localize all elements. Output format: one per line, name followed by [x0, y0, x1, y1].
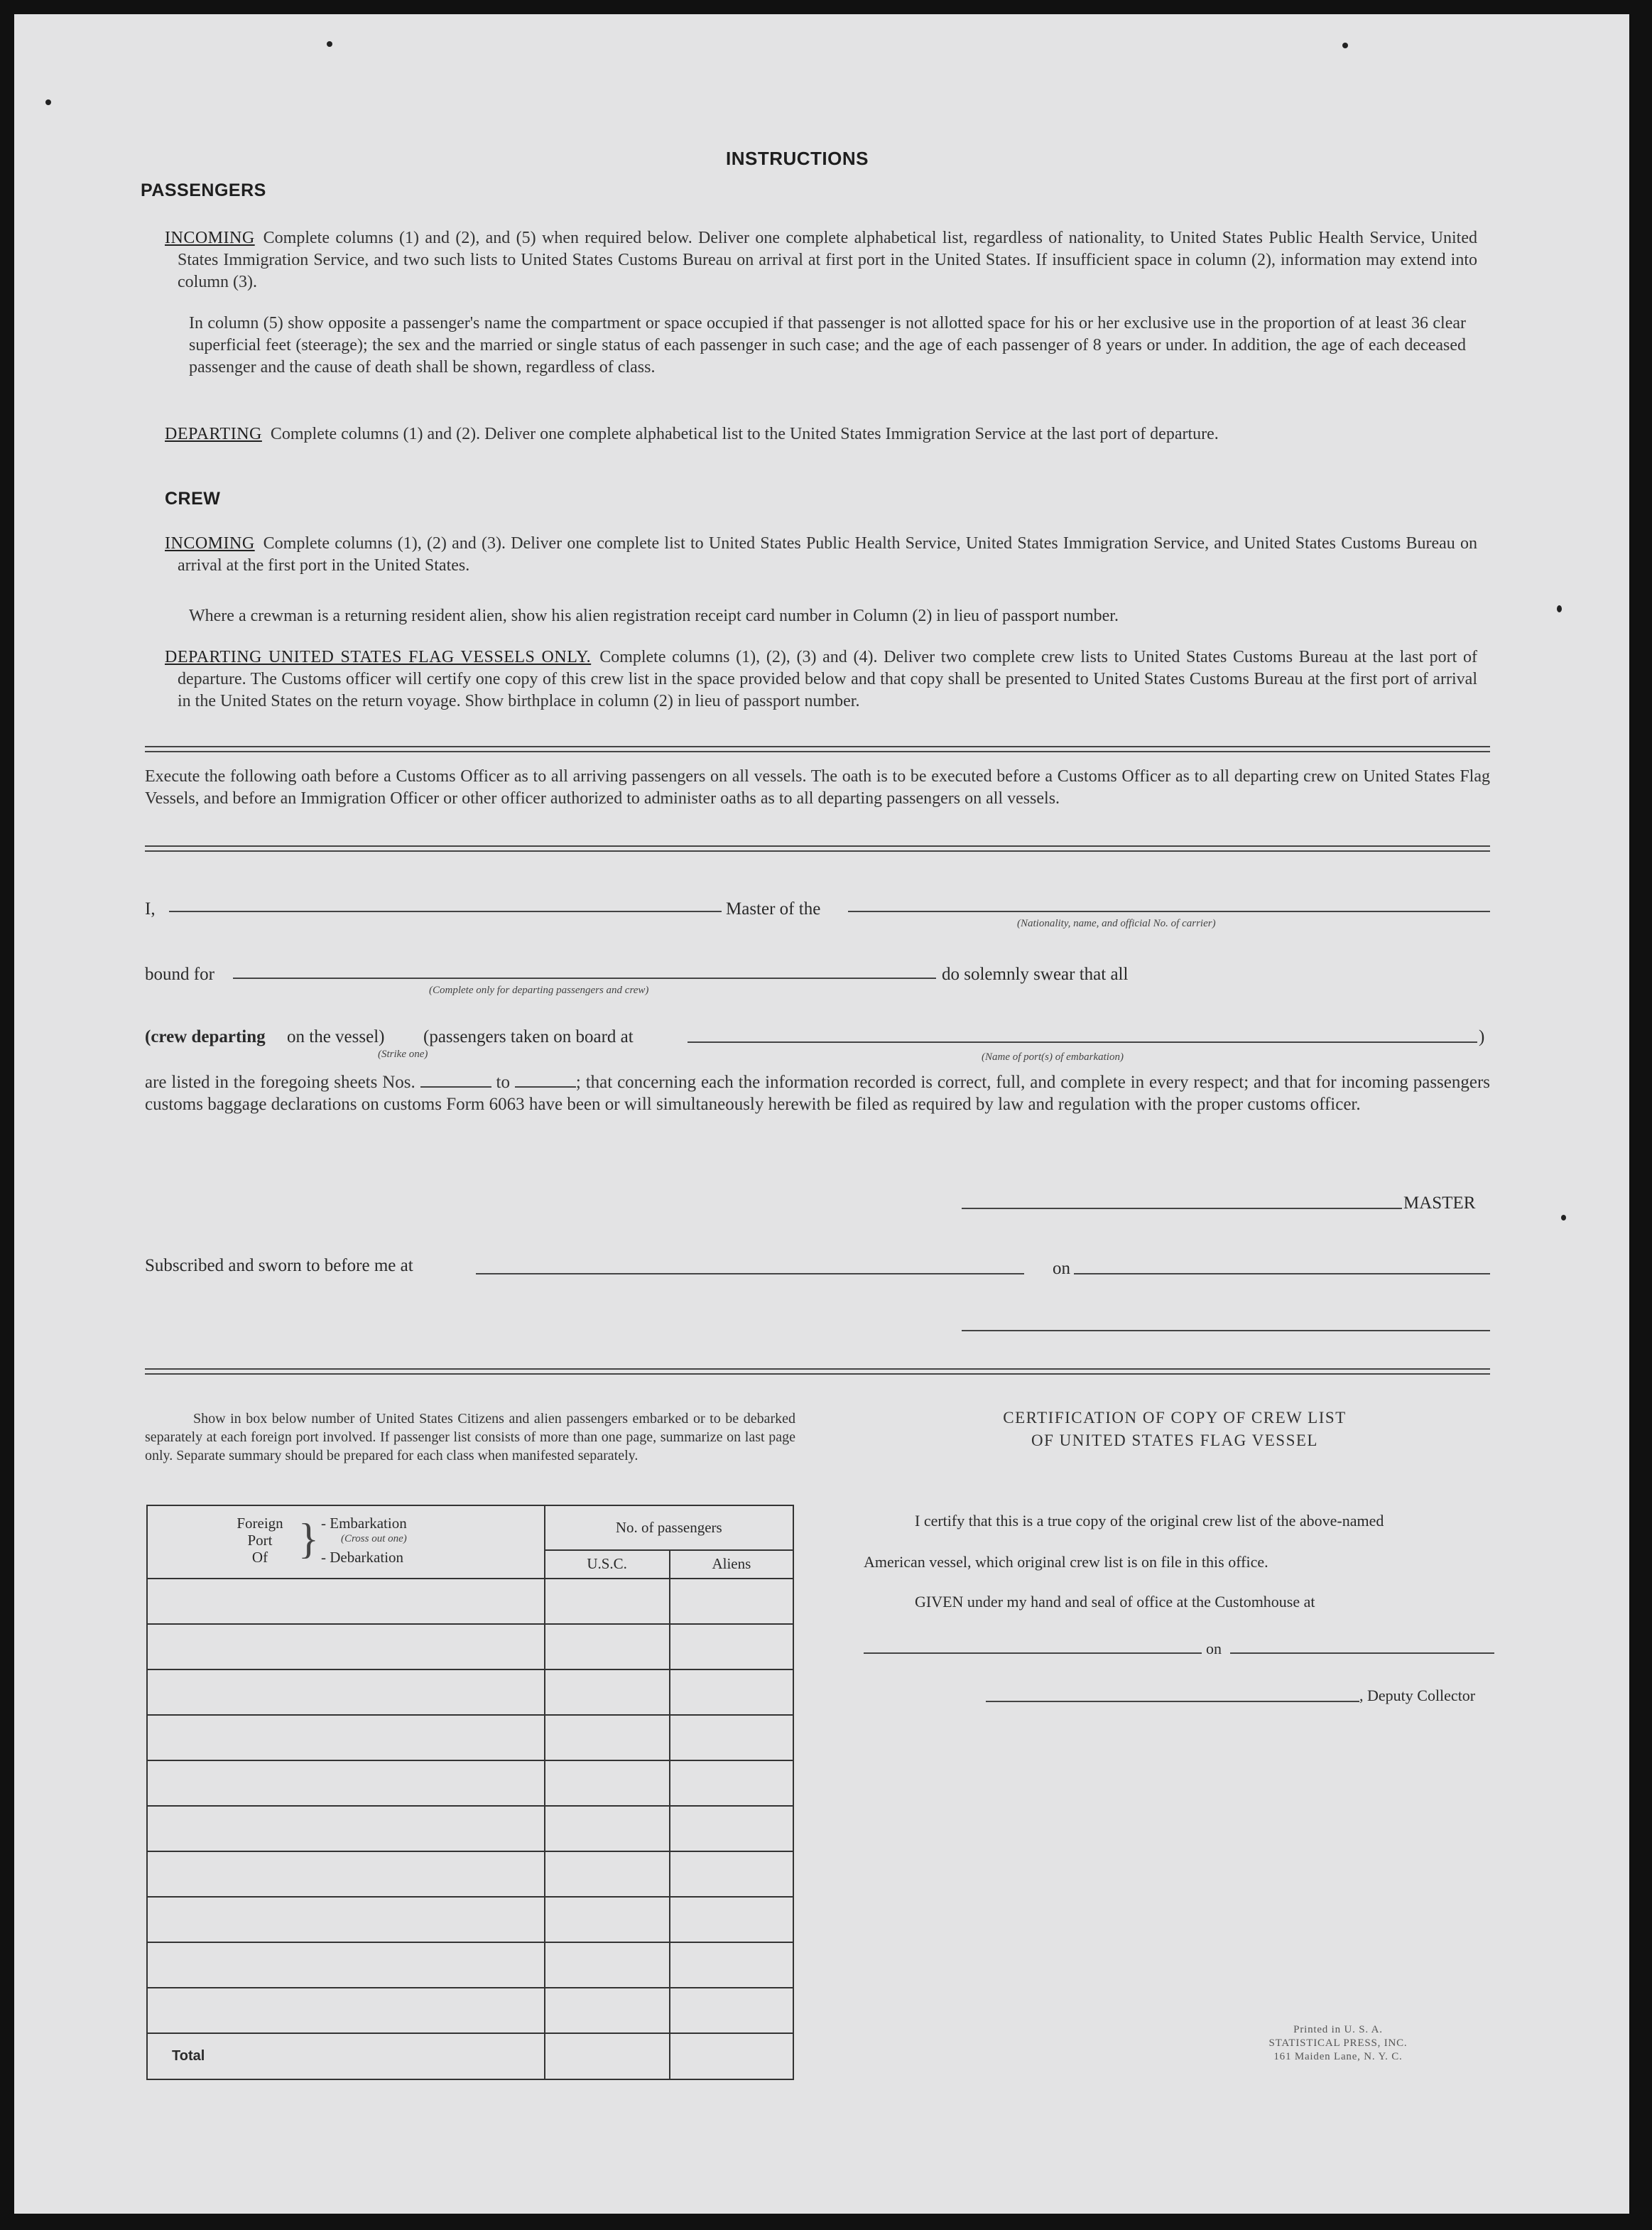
aliens-total-cell[interactable]	[670, 2033, 793, 2079]
table-row	[147, 1579, 793, 1624]
divider	[145, 845, 1490, 852]
usc-cell[interactable]	[545, 1579, 670, 1624]
on-label: on	[1053, 1259, 1070, 1278]
port-cell[interactable]	[147, 1624, 545, 1669]
table-row	[147, 1806, 793, 1851]
summary-instructions: Show in box below number of United States Citizens and alien passengers embarked or to be debarked separately at each foreign port involved. If passenger list consists of more than one page, summarize on last page only. Separate summary should be prepared for each class when manifested separately.	[145, 1411, 795, 1463]
port-cell[interactable]	[147, 1897, 545, 1942]
port-cell[interactable]	[147, 1715, 545, 1760]
crew-incoming-text: Complete columns (1), (2) and (3). Deliver one complete list to United States Public Health Service, United States Immigration Service, and United States Customs Bureau on arrival at the first port in the United States.	[178, 534, 1477, 575]
divider	[145, 746, 1490, 752]
aliens-cell[interactable]	[670, 1942, 793, 1988]
cert-date-field[interactable]	[1230, 1652, 1494, 1654]
certification-title	[905, 1407, 1445, 1452]
port-cell[interactable]	[147, 1760, 545, 1806]
aliens-header: Aliens	[670, 1550, 793, 1579]
passenger-summary-table	[146, 1505, 794, 2080]
brace-icon: }	[298, 1515, 319, 1562]
port-cell[interactable]	[147, 1851, 545, 1897]
crew-departing-paragraph	[165, 646, 1477, 713]
aliens-cell[interactable]	[670, 1579, 793, 1624]
port-cell[interactable]	[147, 1988, 545, 2033]
oath-intro: Execute the following oath before a Customs Officer as to all arriving passengers on all vessels. The oath is to be executed before a Customs Officer as to all departing crew on United States Flag Vessels, and before an Immigration Officer or other officer authorized to administer oaths as to all departing passengers on all vessels.	[145, 767, 1490, 808]
table-row	[147, 1760, 793, 1806]
certification-title-line2: OF UNITED STATES FLAG VESSEL	[1031, 1431, 1318, 1449]
crew-incoming-paragraph	[165, 533, 1477, 577]
port-caption: (Name of port(s) of embarkation)	[982, 1051, 1124, 1063]
certify-line2: American vessel, which original crew list is on file in this office.	[864, 1553, 1268, 1571]
sworn-date-field[interactable]	[1074, 1273, 1490, 1274]
foreign-port-of-label	[226, 1515, 294, 1566]
usc-cell[interactable]	[545, 1988, 670, 2033]
table-row	[147, 1942, 793, 1988]
sworn-place-field[interactable]	[476, 1273, 1024, 1274]
usc-cell[interactable]	[545, 1760, 670, 1806]
passengers-departing-text: Complete columns (1) and (2). Deliver one complete alphabetical list to the United States Immigration Service at the last port of departure.	[270, 425, 1219, 443]
carrier-caption: (Nationality, name, and official No. of carrier)	[1017, 918, 1216, 929]
table-row	[147, 1624, 793, 1669]
aliens-cell[interactable]	[670, 1624, 793, 1669]
passengers-departing-paragraph	[165, 423, 1477, 445]
certification-title-line1: CERTIFICATION OF COPY OF CREW LIST	[1003, 1409, 1347, 1427]
passengers-incoming-paragraph	[165, 227, 1477, 293]
usc-cell[interactable]	[545, 1669, 670, 1715]
usc-cell[interactable]	[545, 1942, 670, 1988]
table-row	[147, 1988, 793, 2033]
incoming-label: INCOMING	[165, 229, 255, 247]
on-vessel-text: on the vessel)	[287, 1027, 385, 1046]
close-paren: )	[1479, 1027, 1485, 1046]
port-word: Port	[247, 1532, 273, 1549]
usc-cell[interactable]	[545, 1715, 670, 1760]
column5-paragraph: In column (5) show opposite a passenger's name the compartment or space occupied if that passenger is not allotted space for his or her exclusive use in the proportion of at least 36 clear superficial feet (steerage); the sex and the married or single status of each passenger in such case; and the age of each passenger of 8 years or under. In addition, the age of each deceased passenger and the cause of death shall be shown, regardless of class.	[189, 314, 1466, 377]
aliens-cell[interactable]	[670, 1669, 793, 1715]
port-header-cell	[147, 1505, 545, 1579]
speck-mark	[1557, 605, 1562, 612]
aliens-cell[interactable]	[670, 1897, 793, 1942]
form-sheet	[14, 14, 1629, 2214]
master-label: MASTER	[1403, 1194, 1476, 1213]
crew-departing-label: DEPARTING UNITED STATES FLAG VESSELS ONLY.	[165, 648, 592, 666]
master-of-the-label: Master of the	[726, 899, 821, 919]
oath-statement	[145, 1071, 1490, 1115]
sheet-from-field[interactable]	[420, 1073, 491, 1088]
divider	[145, 1368, 1490, 1375]
usc-cell[interactable]	[545, 1897, 670, 1942]
usc-cell[interactable]	[545, 1624, 670, 1669]
officer-signature-field[interactable]	[962, 1330, 1490, 1331]
port-cell[interactable]	[147, 1806, 545, 1851]
destination-field[interactable]	[233, 978, 936, 979]
aliens-cell[interactable]	[670, 1988, 793, 2033]
usc-header: U.S.C.	[545, 1550, 670, 1579]
embarkation-label: - Embarkation	[321, 1515, 407, 1532]
given-line: GIVEN under my hand and seal of office at the Customhouse at	[915, 1593, 1315, 1611]
passengers-incoming-text: Complete columns (1) and (2), and (5) when required below. Deliver one complete alphabetical list, regardless of nationality, to United States Public Health Service, United States Immigration Service, and two such lists to United States Customs Bureau on arrival at first port in the United States. If insufficient space in column (2), information may extend into column (3).	[178, 229, 1477, 291]
embarkation-port-field[interactable]	[688, 1041, 1477, 1043]
port-cell[interactable]	[147, 1669, 545, 1715]
table-row	[147, 1669, 793, 1715]
imprint-line3: 161 Maiden Lane, N. Y. C.	[1273, 2051, 1403, 2062]
printer-imprint	[1253, 2023, 1423, 2064]
crew-heading: CREW	[165, 489, 221, 509]
bound-caption: (Complete only for departing passengers and crew)	[429, 985, 649, 996]
table-row	[147, 1715, 793, 1760]
deputy-signature-field[interactable]	[986, 1701, 1359, 1702]
carrier-field[interactable]	[848, 911, 1490, 912]
aliens-cell[interactable]	[670, 1851, 793, 1897]
certify-line1: I certify that this is a true copy of the original crew list of the above-named	[915, 1512, 1384, 1530]
passengers-taken-text: (passengers taken on board at	[423, 1027, 634, 1046]
customhouse-field[interactable]	[864, 1652, 1202, 1654]
master-signature-field[interactable]	[962, 1208, 1402, 1209]
swear-text: do solemnly swear that all	[942, 965, 1129, 984]
usc-cell[interactable]	[545, 1851, 670, 1897]
aliens-cell[interactable]	[670, 1806, 793, 1851]
crew-departing-option	[145, 1027, 266, 1047]
subscribed-label: Subscribed and sworn to before me at	[145, 1256, 413, 1275]
speck-mark	[1342, 43, 1348, 48]
port-cell[interactable]	[147, 1942, 545, 1988]
speck-mark	[327, 41, 332, 47]
bound-for-label: bound for	[145, 965, 214, 984]
strike-caption: (Strike one)	[378, 1049, 428, 1060]
departing-label: DEPARTING	[165, 425, 262, 443]
imprint-line1: Printed in U. S. A.	[1293, 2024, 1383, 2035]
sheet-to-field[interactable]	[515, 1073, 576, 1088]
debarkation-label: - Debarkation	[321, 1549, 404, 1566]
of-word: Of	[251, 1549, 268, 1566]
to-label: to	[496, 1073, 510, 1092]
resident-alien-paragraph: Where a crewman is a returning resident alien, show his alien registration receipt card number in Column (2) in lieu of passport number.	[189, 607, 1119, 625]
oath-i: I,	[145, 899, 156, 919]
aliens-cell[interactable]	[670, 1715, 793, 1760]
crew-departing-text: Complete columns (1), (2), (3) and (4). Deliver two complete crew lists to United States Customs Bureau at the last port of departure. The Customs officer will certify one copy of this crew list in the space provided below and that copy shall be presented to United States Customs Bureau at the first port of arrival in the United States on the return voyage. Show birthplace in column (2) in lieu of passport number.	[178, 648, 1477, 710]
usc-cell[interactable]	[545, 1806, 670, 1851]
crew-incoming-label: INCOMING	[165, 534, 255, 553]
listed-prefix: are listed in the foregoing sheets Nos.	[145, 1073, 415, 1092]
total-row	[147, 2033, 793, 2079]
total-label: Total	[147, 2033, 545, 2079]
usc-total-cell[interactable]	[545, 2033, 670, 2079]
port-cell[interactable]	[147, 1579, 545, 1624]
passengers-heading: PASSENGERS	[141, 180, 266, 200]
table-row	[147, 1897, 793, 1942]
listed-suffix: ; that concerning each the information recorded is correct, full, and complete in every respect; and that for incoming passengers customs baggage declarations on customs Form 6063 have been or will simultaneously herewith be filed as required by law and regulation with the proper customs officer.	[145, 1073, 1491, 1114]
crew-departing-text: (crew departing	[145, 1027, 266, 1046]
aliens-cell[interactable]	[670, 1760, 793, 1806]
imprint-line2: STATISTICAL PRESS, INC.	[1268, 2037, 1408, 2049]
cert-on-label: on	[1206, 1640, 1222, 1657]
deputy-collector-label: , Deputy Collector	[1359, 1687, 1476, 1704]
foreign-word: Foreign	[237, 1515, 283, 1532]
page-title: INSTRUCTIONS	[726, 148, 869, 169]
table-row	[147, 1851, 793, 1897]
cross-out-caption: (Cross out one)	[341, 1533, 407, 1544]
master-name-field[interactable]	[169, 911, 722, 912]
speck-mark	[1561, 1215, 1566, 1220]
punch-mark	[45, 99, 51, 105]
no-passengers-header: No. of passengers	[545, 1505, 793, 1550]
